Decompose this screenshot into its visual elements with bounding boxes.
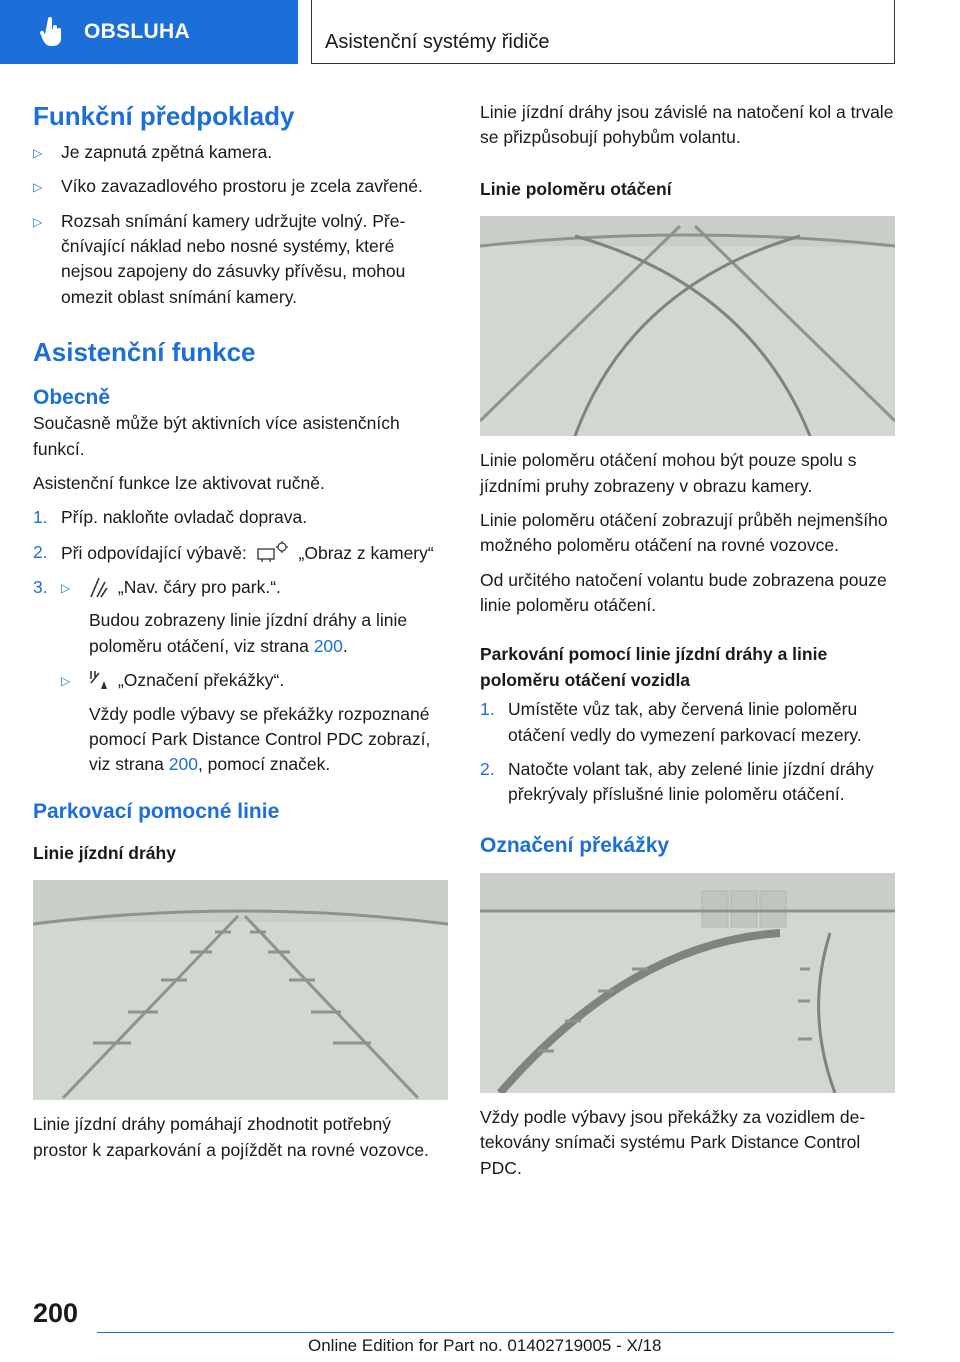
heading-lane-lines: Linie jízdní dráhy (33, 842, 176, 863)
turn-radius-illustration (480, 216, 895, 436)
section-label: OBSLUHA (84, 20, 190, 43)
step-number: 3. (33, 577, 48, 598)
chapter-title: Asistenční systémy řidiče (311, 0, 895, 64)
heading-obstacle: Označení překážky (480, 833, 670, 857)
section-tab[interactable] (0, 0, 298, 64)
obstacle-caption: Vždy podle výbavy jsou překážky za vozidlem detekovány snímači systému Park Distance Control PDC. (480, 1106, 866, 1178)
list-item: ▷ Je zapnutá zpětná kamera. (33, 140, 448, 165)
turn-text-2: Linie poloměru otáčení zobrazují průběh nejmenšího možného poloměru otáčení na rovné vozovce. (480, 509, 888, 556)
list-item: 1. Příp. nakloňte ovladač doprava. (33, 505, 448, 530)
list-item: 2. Natočte volant tak, aby zelené linie jízdní dráhy překrývaly příslušné linie poloměru otáčení. (480, 758, 874, 805)
heading-assist-functions: Asistenční funkce (33, 337, 256, 368)
step-number: 2. (480, 758, 495, 779)
list-item (33, 575, 448, 778)
heading-parking-lines: Parkovací pomocné linie (33, 799, 280, 823)
sub-list (61, 575, 448, 778)
page-link[interactable]: 200 (313, 635, 343, 656)
lane-lines-illustration (33, 880, 448, 1100)
heading-prerequisites: Funkční předpoklady (33, 101, 295, 131)
obstacle-illustration (480, 873, 895, 1093)
left-column (33, 100, 448, 1163)
intro-text: Linie jízdní dráhy jsou závislé na natočení kol a trvale se přizpůsobují pohybům volantu. (480, 102, 894, 148)
heading-turn-radius: Linie poloměru otáčení (480, 178, 672, 199)
camera-view-icon (256, 540, 290, 564)
page-number: 200 (33, 1298, 79, 1328)
turn-text-1: Linie poloměru otáčení mohou být pouze spolu s jízdními pruhy zobrazeny v obrazu kamery. (480, 450, 857, 496)
heading-general: Obecně (33, 385, 111, 409)
step-number: 1. (480, 699, 495, 720)
steps-list (33, 505, 448, 777)
obstacle-figure (480, 873, 895, 1093)
general-text-2: Asistenční funkce lze aktivovat ručně. (33, 472, 325, 493)
list-item: 2. Při odpovídající výbavě: „Obraz z kamery“ (33, 540, 448, 566)
parking-steps (480, 697, 895, 808)
step-number: 2. (33, 541, 48, 562)
lane-caption: Linie jízdní dráhy pomáhají zhodnotit potřebný prostor k zaparkování a pojíždět na rovné vozovce. (33, 1114, 429, 1160)
right-column (480, 100, 895, 1181)
obstacle-marking-icon (89, 669, 109, 691)
list-item: ▷ Rozsah snímání kamery udržujte volný. Přečnívající náklad nebo nosné systémy, které nejsou zapojeny do zásuvky přívěsu, mohou omezit oblast snímání kamery. (33, 209, 448, 311)
hand-icon (40, 17, 64, 47)
list-item: 1. Umístěte vůz tak, aby červená linie poloměru otáčení vedly do vymezení parkovací mezery. (480, 699, 862, 745)
page-link[interactable]: 200 (168, 754, 198, 775)
turn-text-3: Od určitého natočení volantu bude zobrazena pouze linie poloměru otáčení. (480, 569, 887, 615)
list-item: ▷ „Označení překážky“. Vždy podle výbavy se překážky rozpoznané pomocí Park Distance Control PDC zobrazí, viz strana 200, pomocí značek. (61, 668, 448, 778)
general-text-1: Současně může být aktivních více asistenčních funkcí. (33, 413, 400, 459)
turn-radius-figure (480, 216, 895, 436)
heading-parking-with-lines: Parkování pomocí linie jízdní dráhy a linie poloměru otáčení vozidla (480, 644, 828, 690)
list-item: ▷ Víko zavazadlového prostoru je zcela zavřené. (33, 174, 448, 199)
list-item: ▷ „Nav. čáry pro park.“. Budou zobrazeny linie jízdní dráhy a linie poloměru otáčení, viz strana 200. (61, 575, 448, 659)
parking-lines-icon (89, 576, 109, 598)
step-number: 1. (33, 507, 48, 528)
prereq-list (33, 140, 448, 310)
footer-divider (97, 1332, 894, 1333)
footer-edition: Online Edition for Part no. 01402719005 - X/18 (308, 1336, 662, 1355)
lane-lines-figure (33, 880, 448, 1100)
